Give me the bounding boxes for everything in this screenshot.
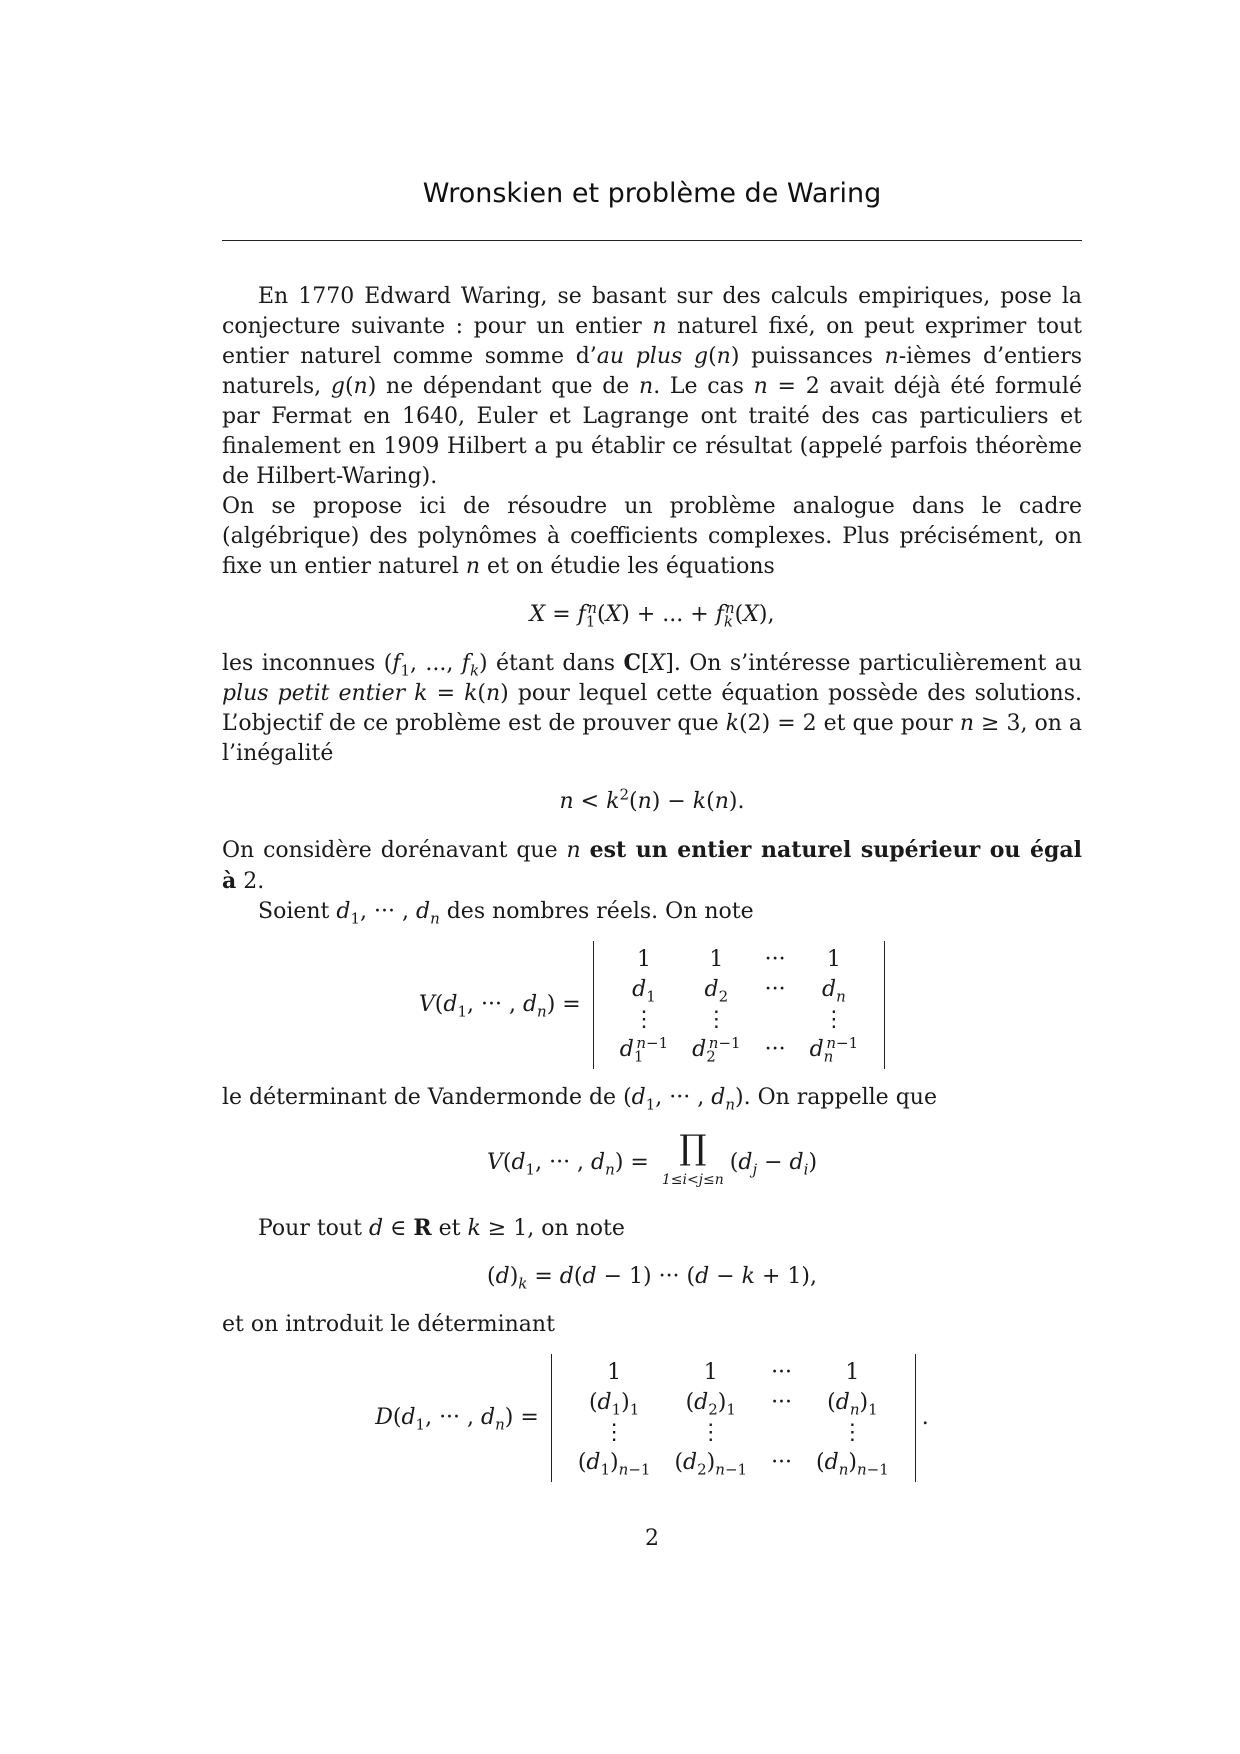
paragraph-assumption: On considère dorénavant que n est un entier naturel supérieur ou égal à 2. bbox=[222, 837, 1082, 894]
body-text bbox=[222, 282, 1082, 1496]
equation-vandermonde-product: $V(d_1$, ··· , $d_n$) = ∏ 1≤i<j≤n $(d_j - d_i)$ bbox=[486, 1128, 818, 1188]
paragraph-unknowns: les inconnues ($f_1$, ..., $f_k$) étant dans C[X]. On s’intéresse particulièrement au plus petit entier k = k(n) pour lequel cette équation possède des solutions. L’objectif de ce problème est de prouver que k(2) = 2 et que pour n ≥ 3, on a l’inégalité bbox=[222, 650, 1083, 766]
paragraph-introduce: et on introduit le déterminant bbox=[222, 1312, 555, 1337]
page-title: Wronskien et problème de Waring bbox=[422, 178, 882, 209]
header-rule bbox=[222, 240, 1082, 241]
d-determinant: $D(d_1$, ··· , $d_n$) = 1 1 ··· 1 $(d_1)_1$ $(d_2)_1$ ··· $(d_n)_1$ ⋮ ⋮ ⋮ $(d_1)_{n-1}$ $(d_2)_{n-1}$ ··· $(d_n)_{n-1}$ . bbox=[222, 1354, 1082, 1482]
paragraph-pour-tout: Pour tout d ∈ R et k ≥ 1, on note bbox=[258, 1215, 625, 1241]
vandermonde-determinant: $V(d_1$, ··· , $d_n$) = 1 1 ··· 1 $d_1$ $d_2$ ··· $d_n$ ⋮ ⋮ ⋮ $d_1^{n-1}$ $d_2^{n-1}$ ··· $d_n^{n-1}$ bbox=[222, 941, 1082, 1069]
paragraph-vandermonde: le déterminant de Vandermonde de ($d_1$, ··· , $d_n$). On rappelle que bbox=[222, 1085, 937, 1114]
equation-pochhammer: $(d)_k = d(d - 1)$ ··· (d − k + 1), bbox=[487, 1264, 817, 1293]
paragraph-problem: On se propose ici de résoudre un problème analogue dans le cadre (algébrique) des polynômes à coefficients complexes. Plus précisément, on fixe un entier naturel n et on étudie les équations bbox=[222, 494, 1082, 579]
paragraph-soient: Soient $d_1$, ··· , $d_n$ des nombres réels. On note bbox=[258, 899, 754, 928]
equation-inequality: $n < k^2(n) - k(n)$. bbox=[559, 785, 745, 814]
page-number: 2 bbox=[645, 1526, 659, 1551]
paragraph-intro: En 1770 Edward Waring, se basant sur des calculs empiriques, pose la conjecture suivante : pour un entier n naturel fixé, on peut exprimer tout entier naturel comme somme d’au plus g(n) puissances n-ièmes d’entiers naturels, g(n) ne dépendant que de n. Le cas n = 2 avait déjà été formulé par Fermat en 1640, Euler et Lagrange ont traité des cas particuliers et finalement en 1909 Hilbert a pu établir ce résultat (appelé parfois théorème de Hilbert-Waring). bbox=[222, 284, 1083, 489]
equation-waring: $X = f_1^n(X)$ + ... + $f_k^n(X)$, bbox=[529, 598, 775, 631]
